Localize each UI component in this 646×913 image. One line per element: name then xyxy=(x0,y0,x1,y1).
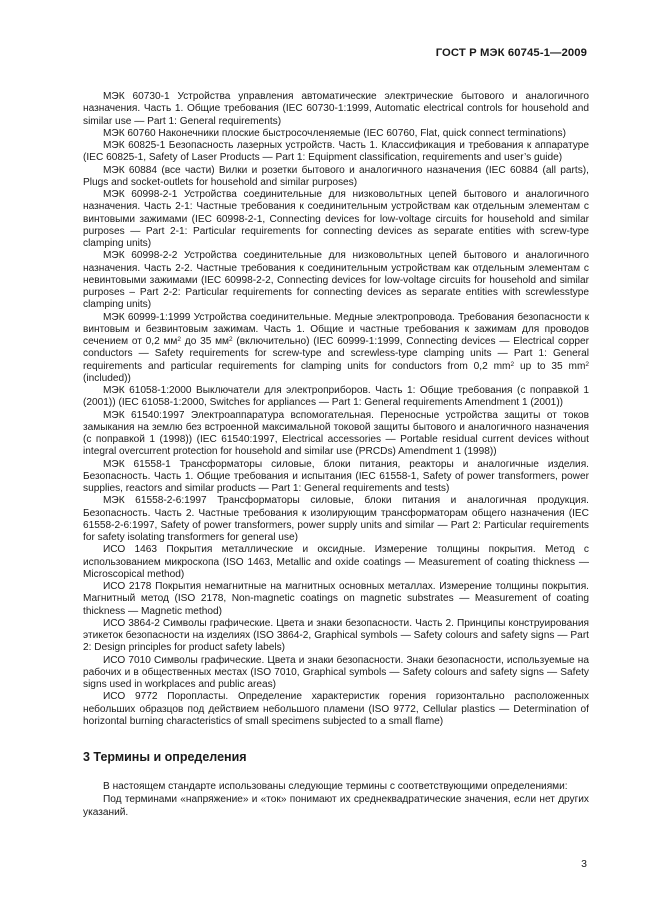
reference-entry: МЭК 61058-1:2000 Выключатели для электроприборов. Часть 1: Общие требования (с поправкой 1 (2001)) (IEC 61058-1:2000, Switches for appliances — Part 1: General requirements Amendment 1 (2001)) xyxy=(83,385,589,409)
reference-entry: МЭК 60998-2-1 Устройства соединительные для низковольтных цепей бытового и аналогичного назначения. Часть 2-1: Частные требования к соединительным устройствам как отдельным элементам с винтовыми зажимами (IEC 60998-2-1, Connecting devices for low-voltage circuits for household and similar purposes — Part 2-1: Particular requirements for connecting devices as separate entities with screw-type clamping units) xyxy=(83,189,589,249)
reference-entry: МЭК 60760 Наконечники плоские быстросочленяемые (IEC 60760, Flat, quick connect terminations) xyxy=(103,127,566,139)
reference-entry: МЭК 60998-2-2 Устройства соединительные для низковольтных цепей бытового и аналогичного назначения. Часть 2-2. Частные требования к соединительным устройствам как отдельным элементам с невинтовыми зажимами (IEC 60998-2-2, Connecting devices for low-voltage circuits for household and similar purposes – Part 2-2: Particular requirements for connecting devices as separate entities with screwlesstype clamping units) xyxy=(83,250,589,311)
reference-entry: ИСО 9772 Поропласты. Определение характеристик горения горизонтально расположенных небольших образцов под действием небольшого пламени (ISO 9772, Cellular plastics — Determination of horizontal burning characteristics of small specimens subjected to a small flame) xyxy=(83,691,589,727)
reference-entry: ИСО 7010 Символы графические. Цвета и знаки безопасности. Знаки безопасности, используемые на рабочих и в общественных местах (ISO 7010, Graphical symbols — Safety colours and safety signs — Safety signs used in workplaces and public areas) xyxy=(83,654,589,690)
document-header: ГОСТ Р МЭК 60745-1—2009 xyxy=(435,47,587,59)
reference-entry: МЭК 60999-1:1999 Устройства соединительные. Медные электропровода. Требования безопасности к винтовым и безвинтовым зажимам. Часть 1. Общие и частные требования к зажимам для проводов сечением от 0,2 $мм^2$ до 35 $мм^2$ (включительно) (IEC 60999-1:1999, Connecting devices — Electrical copper conductors — Safety requirements for screw-type and screwless-type clamping units — Part 1: General requirements and particular requirements for clamping units for conductors from 0,2 $mm^2$ up to 35 $mm^2$ (included)) xyxy=(83,311,590,384)
reference-entry: МЭК 61558-1 Трансформаторы силовые, блоки питания, реакторы и аналогичные изделия. Безопасность. Часть 1. Общие требования и испытания (IEC 61558-1, Safety of power transformers, power supplies, reactors and similar products — Part 1: General requirements and tests) xyxy=(83,458,589,494)
reference-entry: МЭК 61540:1997 Электроаппаратура вспомогательная. Переносные устройства защиты от токов замыкания на землю без встроенной максимальной токовой защиты бытового и аналогичного назначения (с поправкой 1 (1998)) (IEC 61540:1997, Electrical accessories — Portable residual current devices without integral overcurrent protection for household and similar use (PRCDs) Amendment 1 (1998)) xyxy=(83,409,589,458)
section-paragraph: Под терминами «напряжение» и «ток» понимают их среднеквадратические значения, если нет других указаний. xyxy=(83,794,589,818)
page-number: 3 xyxy=(581,858,587,870)
section-title: 3 Термины и определения xyxy=(83,750,247,764)
reference-entry: ИСО 2178 Покрытия немагнитные на магнитных основных металлах. Измерение толщины покрытия. Магнитный метод (ISO 2178, Non-magnetic coatings on magnetic substrates — Measurement of coating thickness — Magnetic method) xyxy=(83,581,589,617)
reference-entry: ИСО 1463 Покрытия металлические и оксидные. Измерение толщины покрытия. Метод с использованием микроскопа (ISO 1463, Metallic and oxide coatings — Measurement of coating thickness — Microscopical method) xyxy=(83,544,589,580)
reference-entry: ИСО 3864-2 Символы графические. Цвета и знаки безопасности. Часть 2. Принципы конструирования этикеток безопасности на изделиях (ISO 3864-2, Graphical symbols — Safety colours and safety signs — Part 2: Design principles for product safety labels) xyxy=(83,617,589,654)
section-paragraph: В настоящем стандарте использованы следующие термины с соответствующими определениями: xyxy=(103,781,568,792)
reference-entry: МЭК 60825-1 Безопасность лазерных устройств. Часть 1. Классификация и требования к аппаратуре (IEC 60825-1, Safety of Laser Products — Part 1: Equipment classification, requirements and user’s guide) xyxy=(83,140,589,164)
reference-entry: МЭК 61558-2-6:1997 Трансформаторы силовые, блоки питания и аналогичная продукция. Безопасность. Часть 2. Частные требования к изолирующим трансформаторам общего назначения (IEC 61558-2-6:1997, Safety of power transformers, power supply units and similar — Part 2: Particular requirements for safety isolating transformers for general use) xyxy=(83,495,589,543)
section-body xyxy=(83,780,589,819)
reference-entry: МЭК 60884 (все части) Вилки и розетки бытового и аналогичного назначения (IEC 60884 (all parts), Plugs and socket-outlets for household and similar purposes) xyxy=(83,164,589,188)
normative-references-list xyxy=(83,91,589,728)
reference-entry: МЭК 60730-1 Устройства управления автоматические электрические бытового и аналогичного назначения. Часть 1. Общие требования (IEC 60730-1:1999, Automatic electrical controls for household and similar use — Part 1: General requirements) xyxy=(83,91,589,127)
